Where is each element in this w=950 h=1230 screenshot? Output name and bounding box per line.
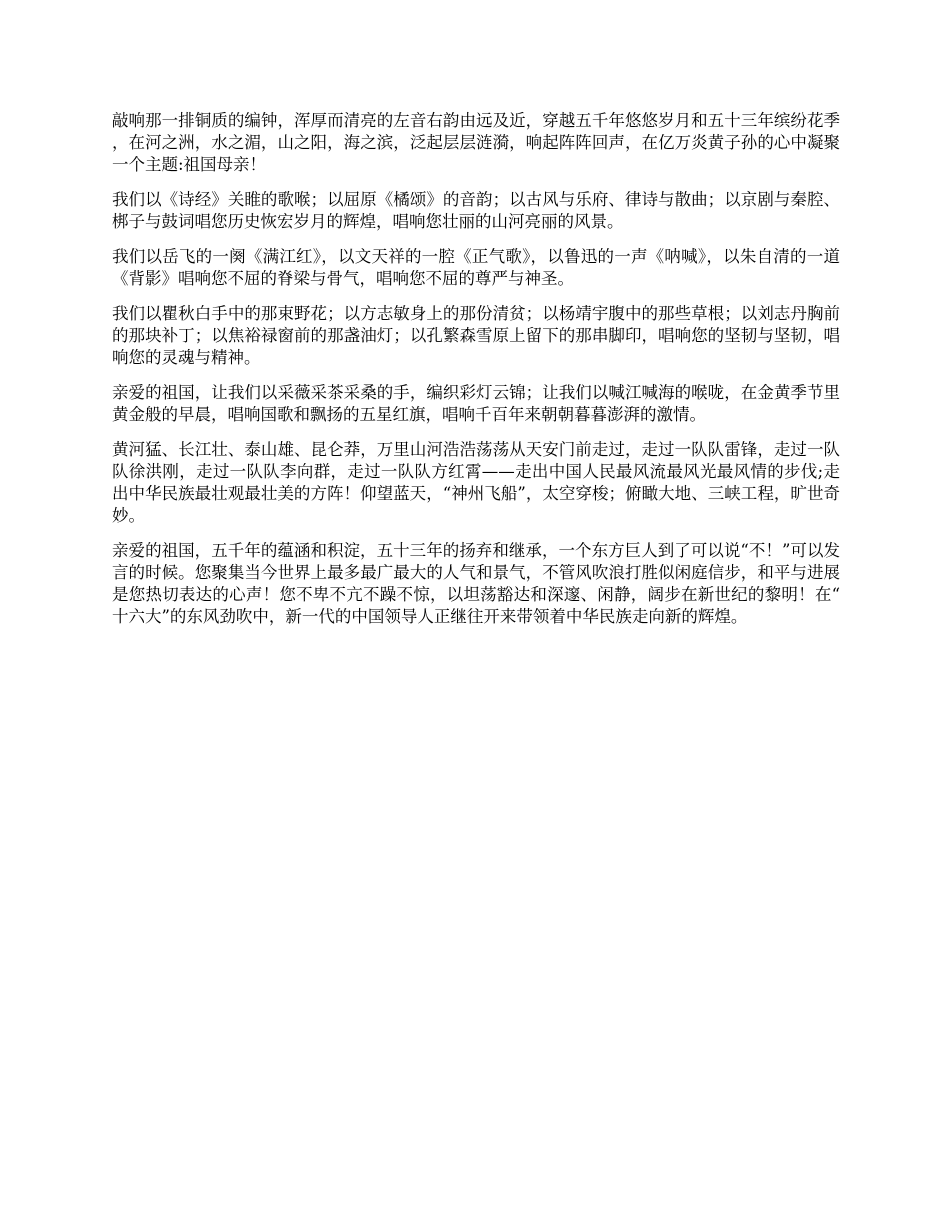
paragraph-6: 黄河猛、长江壮、泰山雄、昆仑莽，万里山河浩浩荡荡从天安门前走过，走过一队队雷锋，走过一队队徐洪刚，走过一队队李向群，走过一队队方红霄——走出中国人民最风流最风光最风情的步伐;走出中华民族最壮观最壮美的方阵！仰望蓝天，“神州飞船”，太空穿梭；俯瞰大地、三峡工程，旷世奇妙。 [112,440,840,525]
document-body [112,110,840,641]
paragraph-7: 亲爱的祖国，五千年的蕴涵和积淀，五十三年的扬弃和继承，一个东方巨人到了可以说“不！”可以发言的时候。您聚集当今世界上最多最广最大的人气和景气，不管风吹浪打胜似闲庭信步，和平与进展是您热切表达的心声！您不卑不亢不躁不惊，以坦荡豁达和深邃、闲静，阔步在新世纪的黎明！在“十六大”的东风劲吹中，新一代的中国领导人正继往开来带领着中华民族走向新的辉煌。 [112,541,840,626]
paragraph-1: 敲响那一排铜质的编钟，浑厚而清亮的左音右韵由远及近，穿越五千年悠悠岁月和五十三年缤纷花季，在河之洲，水之湄，山之阳，海之滨，泛起层层涟漪，响起阵阵回声，在亿万炎黄子孙的心中凝聚一个主题:祖国母亲！ [112,111,840,174]
paragraph-2: 我们以《诗经》关睢的歌喉；以屈原《橘颂》的音韵；以古风与乐府、律诗与散曲；以京剧与秦腔、梆子与鼓词唱您历史恢宏岁月的辉煌，唱响您壮丽的山河亮丽的风景。 [112,190,840,231]
paragraph-3: 我们以岳飞的一阕《满江红》，以文天祥的一腔《正气歌》，以鲁迅的一声《呐喊》，以朱自清的一道《背影》唱响您不屈的脊梁与骨气，唱响您不屈的尊严与神圣。 [112,247,840,288]
paragraph-5: 亲爱的祖国，让我们以采薇采茶采桑的手，编织彩灯云锦；让我们以喊江喊海的喉咙，在金黄季节里黄金般的早晨，唱响国歌和飘扬的五星红旗，唱响千百年来朝朝暮暮澎湃的激情。 [112,383,840,424]
paragraph-4: 我们以瞿秋白手中的那束野花；以方志敏身上的那份清贫；以杨靖宇腹中的那些草根；以刘志丹胸前的那块补丁；以焦裕禄窗前的那盏油灯；以孔繁森雪原上留下的那串脚印，唱响您的坚韧与坚韧，唱响您的灵魂与精神。 [112,304,840,367]
